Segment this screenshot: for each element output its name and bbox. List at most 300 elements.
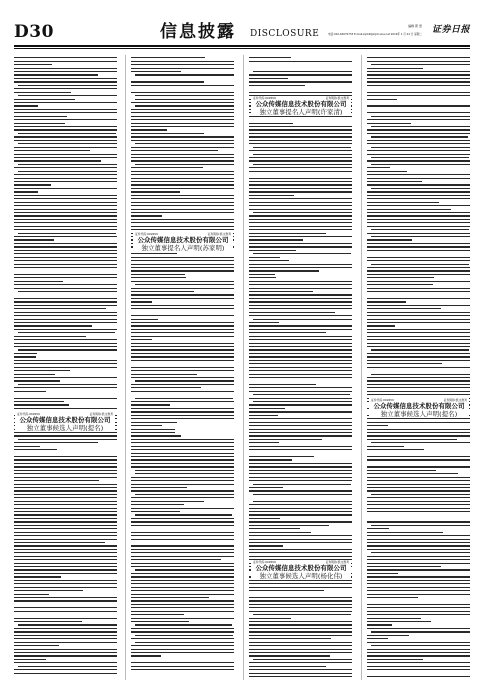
text-line	[14, 202, 117, 203]
text-line	[249, 85, 305, 86]
text-line	[249, 432, 352, 433]
text-line	[14, 607, 117, 608]
text-line	[14, 154, 117, 155]
text-line	[371, 442, 470, 443]
text-line	[135, 284, 234, 285]
text-line	[367, 642, 470, 643]
company-name: 公众传媒信息技术股份有限公司	[19, 416, 111, 424]
text-line	[131, 64, 234, 65]
text-line	[14, 105, 38, 106]
text-line	[14, 521, 117, 522]
text-line	[253, 484, 351, 485]
text-line	[367, 425, 388, 426]
text-line	[131, 339, 152, 340]
text-line	[367, 539, 470, 540]
text-line	[14, 222, 117, 223]
text-line	[367, 545, 470, 546]
text-line	[131, 435, 181, 436]
text-line	[131, 219, 234, 220]
text-line	[249, 673, 352, 674]
text-line	[14, 497, 117, 498]
text-line	[367, 611, 470, 612]
text-line	[135, 95, 234, 96]
text-line	[367, 322, 470, 323]
text-line	[249, 346, 352, 347]
text-line	[131, 559, 221, 560]
text-line	[131, 264, 234, 265]
text-line	[249, 181, 352, 182]
text-line	[367, 594, 470, 595]
text-line	[253, 71, 352, 72]
text-line	[249, 202, 352, 203]
text-line	[14, 129, 117, 130]
text-line	[371, 164, 470, 165]
text-line	[367, 504, 470, 505]
text-line	[249, 649, 352, 650]
text-line	[249, 459, 292, 460]
text-line	[14, 480, 99, 481]
masthead-rule-thin	[14, 48, 470, 49]
text-line	[131, 154, 234, 155]
text-line	[249, 264, 352, 265]
text-line	[14, 116, 67, 117]
text-line	[367, 222, 470, 223]
text-line	[249, 518, 280, 519]
text-line	[249, 198, 352, 199]
text-line	[367, 315, 470, 316]
text-line	[371, 64, 470, 65]
text-line	[249, 246, 352, 247]
text-line	[249, 449, 352, 450]
text-line	[249, 600, 352, 601]
text-line	[14, 157, 117, 158]
text-line	[131, 535, 234, 536]
text-line	[14, 140, 117, 141]
text-line	[367, 74, 470, 75]
text-line	[14, 363, 117, 364]
text-line	[249, 583, 352, 584]
text-line	[14, 380, 60, 381]
text-line	[131, 580, 234, 581]
text-line	[131, 638, 234, 639]
text-line	[14, 473, 117, 474]
text-line	[131, 57, 205, 58]
text-line	[14, 92, 71, 93]
text-line	[131, 140, 234, 141]
text-line	[249, 136, 352, 137]
text-line	[249, 260, 289, 261]
text-line	[249, 521, 352, 522]
text-line	[14, 576, 61, 577]
text-line	[14, 219, 117, 220]
text-line	[367, 250, 470, 251]
text-line	[249, 57, 291, 58]
text-line	[367, 219, 470, 220]
text-line	[14, 346, 117, 347]
text-line	[131, 329, 234, 330]
text-line	[14, 635, 117, 636]
text-line	[14, 604, 117, 605]
text-line	[14, 81, 117, 82]
text-line	[249, 631, 352, 632]
text-line	[367, 270, 470, 271]
text-line	[371, 136, 468, 137]
text-line	[367, 202, 439, 203]
text-line	[249, 305, 352, 306]
text-line	[14, 559, 117, 560]
text-line	[367, 624, 392, 625]
text-line	[367, 195, 470, 196]
stock-code: 证券代码:002659	[17, 412, 40, 416]
text-line	[131, 150, 218, 151]
text-line	[249, 666, 326, 667]
text-line	[367, 102, 470, 103]
stock-abbrev: 证券简称:凯文教育	[207, 232, 231, 236]
text-line	[131, 556, 234, 557]
text-line	[367, 614, 470, 615]
text-line	[367, 305, 470, 306]
text-line	[14, 181, 117, 182]
text-line	[14, 243, 117, 244]
text-line	[131, 532, 234, 533]
text-line	[131, 157, 234, 158]
text-line	[14, 88, 117, 89]
text-line	[249, 284, 352, 285]
text-line	[367, 604, 470, 605]
text-line	[131, 542, 234, 543]
text-line	[367, 81, 470, 82]
text-line	[367, 301, 406, 302]
text-line	[14, 618, 117, 619]
text-line	[18, 332, 115, 333]
text-line	[249, 508, 352, 509]
text-line	[249, 487, 283, 488]
text-line	[131, 281, 234, 282]
text-line	[367, 143, 470, 144]
text-line	[249, 497, 352, 498]
text-line	[249, 356, 352, 357]
text-line	[249, 88, 352, 89]
text-line	[371, 236, 470, 237]
text-line	[367, 95, 470, 96]
text-line	[131, 552, 234, 553]
text-line	[249, 422, 352, 423]
text-line	[249, 511, 352, 512]
text-line	[249, 160, 352, 161]
text-line	[135, 635, 233, 636]
text-line	[367, 556, 470, 557]
text-line	[367, 628, 470, 629]
text-line	[367, 105, 470, 106]
text-line	[249, 339, 352, 340]
text-line	[367, 123, 411, 124]
text-line	[14, 167, 117, 168]
text-line	[249, 301, 352, 302]
text-line	[367, 380, 470, 381]
text-line	[14, 277, 117, 278]
text-line	[14, 552, 117, 553]
text-line	[14, 160, 101, 161]
text-line	[367, 198, 470, 199]
text-line	[249, 143, 352, 144]
text-line	[249, 404, 352, 405]
text-line	[371, 126, 470, 127]
text-line	[131, 511, 180, 512]
text-line	[135, 398, 233, 399]
text-line	[14, 535, 117, 536]
text-line	[367, 99, 397, 100]
section-title: 信息披露	[160, 22, 236, 42]
text-line	[249, 514, 352, 515]
text-line	[367, 174, 470, 175]
text-line	[249, 315, 352, 316]
text-line	[135, 473, 234, 474]
text-line	[131, 71, 181, 72]
text-line	[367, 597, 418, 598]
text-line	[14, 539, 117, 540]
text-line	[14, 367, 117, 368]
text-line	[249, 374, 352, 375]
text-line	[371, 525, 470, 526]
text-line	[135, 514, 232, 515]
text-line	[249, 257, 280, 258]
text-line	[18, 143, 117, 144]
text-line	[131, 174, 234, 175]
text-line	[249, 415, 278, 416]
text-line	[131, 659, 234, 660]
text-line	[367, 71, 470, 72]
text-line	[249, 291, 313, 292]
page-number: D30	[14, 22, 54, 42]
text-line	[131, 253, 177, 254]
text-line	[249, 635, 352, 636]
text-line	[131, 597, 209, 598]
text-line	[253, 164, 352, 165]
text-line	[18, 384, 117, 385]
stock-abbrev: 证券简称:凯文教育	[325, 560, 349, 564]
text-line	[131, 205, 234, 206]
text-line	[131, 594, 234, 595]
text-line	[131, 209, 234, 210]
text-line	[14, 264, 117, 265]
text-line	[131, 222, 234, 223]
text-line	[14, 659, 46, 660]
text-line	[14, 178, 117, 179]
text-line	[249, 525, 329, 526]
text-line	[249, 119, 352, 120]
text-line	[131, 61, 234, 62]
text-line	[367, 294, 470, 295]
announcement-title: 独立董事候选人声明(杨化伟)	[259, 572, 343, 580]
text-line	[367, 184, 470, 185]
text-line	[249, 171, 352, 172]
text-line	[367, 518, 470, 519]
text-line	[249, 209, 352, 210]
text-line	[131, 308, 234, 309]
text-line	[14, 322, 117, 323]
text-line	[131, 332, 234, 333]
text-line	[367, 209, 451, 210]
text-line	[131, 356, 234, 357]
text-line	[367, 528, 389, 529]
text-line	[14, 198, 117, 199]
text-line	[367, 497, 470, 498]
text-line	[131, 191, 180, 192]
text-line	[367, 343, 470, 344]
text-line	[367, 61, 470, 62]
text-line	[18, 85, 117, 86]
column-divider	[125, 55, 126, 680]
text-line	[253, 212, 352, 213]
text-line	[253, 147, 351, 148]
text-line	[18, 349, 117, 350]
text-line	[131, 415, 234, 416]
text-line	[371, 631, 470, 632]
text-line	[131, 449, 234, 450]
text-line	[14, 57, 117, 58]
text-line	[131, 270, 234, 271]
text-line	[249, 676, 352, 677]
text-line	[14, 514, 117, 515]
text-line	[249, 607, 352, 608]
text-line	[14, 542, 105, 543]
text-line	[367, 277, 434, 278]
text-line	[249, 549, 352, 550]
text-line	[367, 652, 470, 653]
company-name: 公众传媒信息技术股份有限公司	[373, 402, 465, 410]
text-line	[14, 212, 117, 213]
text-line	[131, 545, 234, 546]
text-line	[14, 209, 117, 210]
text-line	[14, 250, 117, 251]
text-line	[135, 164, 234, 165]
text-line	[131, 649, 234, 650]
text-line	[131, 484, 234, 485]
text-line	[14, 205, 117, 206]
text-line	[249, 480, 352, 481]
text-line	[367, 267, 470, 268]
text-line	[14, 614, 117, 615]
text-line	[131, 119, 234, 120]
text-line	[249, 219, 352, 220]
text-line	[367, 312, 470, 313]
text-line	[135, 105, 234, 106]
stock-abbrev: 证券简称:凯文教育	[89, 412, 113, 416]
text-line	[14, 257, 117, 258]
text-line	[253, 401, 352, 402]
text-line	[14, 119, 117, 120]
column-divider	[243, 55, 244, 680]
company-name: 公众传媒信息技术股份有限公司	[255, 564, 347, 572]
text-line	[367, 257, 470, 258]
text-line	[249, 470, 352, 471]
text-line	[367, 281, 470, 282]
text-line	[14, 673, 117, 674]
text-line	[249, 140, 352, 141]
text-line	[249, 535, 352, 536]
text-line	[367, 635, 409, 636]
text-line	[367, 325, 395, 326]
text-line	[131, 88, 234, 89]
text-line	[131, 260, 234, 261]
text-line	[14, 360, 117, 361]
text-line	[131, 611, 234, 612]
text-line	[14, 449, 57, 450]
text-line	[18, 233, 116, 234]
text-line	[249, 669, 352, 670]
text-line	[131, 226, 234, 227]
text-line	[367, 535, 470, 536]
text-line	[367, 532, 443, 533]
text-line	[367, 600, 470, 601]
text-line	[367, 367, 470, 368]
text-line	[371, 188, 470, 189]
text-line	[249, 528, 300, 529]
text-line	[131, 126, 234, 127]
text-line	[249, 329, 352, 330]
text-line	[131, 408, 234, 409]
text-line	[14, 532, 117, 533]
text-line	[135, 143, 234, 144]
text-line	[367, 140, 470, 141]
text-line	[249, 298, 352, 299]
text-line	[135, 74, 234, 75]
text-line	[249, 353, 352, 354]
text-line	[131, 160, 234, 161]
text-line	[14, 549, 117, 550]
text-line	[14, 597, 117, 598]
text-line	[249, 628, 352, 629]
text-line	[14, 336, 86, 337]
text-line	[131, 178, 234, 179]
text-line	[367, 446, 404, 447]
text-line	[131, 370, 234, 371]
text-line	[131, 521, 234, 522]
text-line	[14, 652, 117, 653]
text-line	[131, 669, 234, 670]
text-line	[14, 621, 82, 622]
text-line	[131, 68, 234, 69]
text-line	[131, 294, 234, 295]
text-line	[14, 339, 117, 340]
text-line	[18, 624, 117, 625]
text-line	[14, 563, 117, 564]
text-line	[367, 618, 421, 619]
text-line	[131, 655, 161, 656]
text-line	[14, 511, 117, 512]
text-line	[14, 655, 117, 656]
text-line	[14, 123, 65, 124]
text-line	[249, 367, 352, 368]
contact-line: 电话:010-63070733 E-mail:zqrb9@zqrb.sina.net 2019年 1 月 22 日 星期二	[328, 33, 422, 36]
text-line	[14, 308, 106, 309]
text-line	[14, 463, 117, 464]
text-line	[249, 239, 303, 240]
text-line	[367, 119, 470, 120]
text-line	[367, 154, 470, 155]
text-line	[249, 64, 352, 65]
text-line	[249, 322, 279, 323]
text-line	[367, 673, 470, 674]
text-line	[249, 418, 352, 419]
text-line	[249, 92, 352, 93]
text-line	[131, 129, 167, 130]
text-line	[131, 566, 234, 567]
text-line	[367, 92, 470, 93]
text-line	[14, 442, 98, 443]
text-line	[371, 264, 469, 265]
text-line	[14, 587, 117, 588]
